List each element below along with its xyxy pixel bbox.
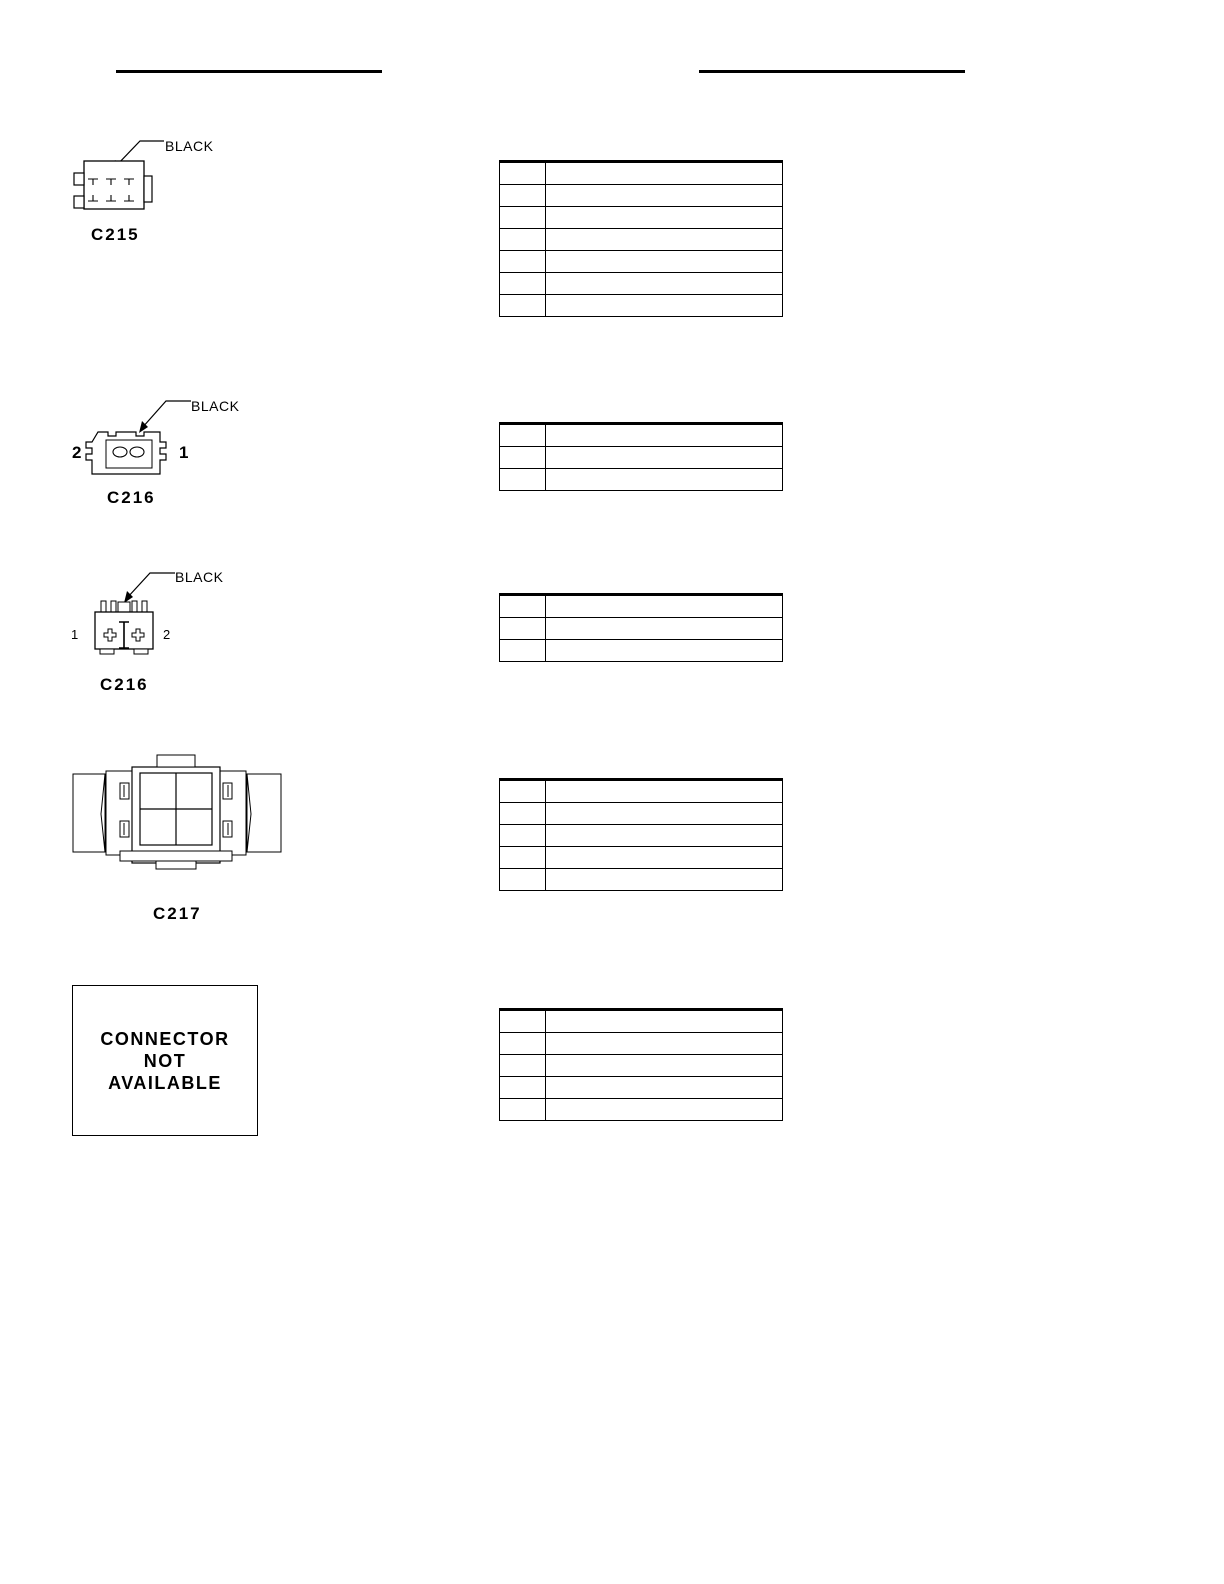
table-row [500,295,783,317]
pin-cell [500,1077,546,1099]
pin-cell [500,185,546,207]
pinout-table-c215 [499,160,783,317]
pin-cell [500,295,546,317]
connector-c215-label: C215 [91,225,140,244]
table-row [500,1077,783,1099]
connector-not-available-text: CONNECTOR NOT AVAILABLE [100,1028,230,1093]
pin-cell [500,595,546,618]
table-row [500,251,783,273]
circuit-cell [546,251,783,273]
table-row [500,207,783,229]
table-row [500,447,783,469]
circuit-cell [546,640,783,662]
table-row [500,162,783,185]
connector-c216-b-color-label: BLACK [175,569,224,585]
pin-cell [500,424,546,447]
table-row [500,869,783,891]
pin-cell [500,251,546,273]
connector-c215-color-label: BLACK [165,138,214,154]
circuit-cell [546,1055,783,1077]
pin-cell [500,618,546,640]
pinout-table-not-available [499,1008,783,1121]
circuit-cell [546,207,783,229]
left-header-rule [116,70,382,73]
pin-cell [500,273,546,295]
table-row [500,1010,783,1033]
pinout-table-c216-b [499,593,783,662]
circuit-cell [546,618,783,640]
circuit-cell [546,1099,783,1121]
connector-c215-diagram [60,130,240,250]
pin-cell [500,825,546,847]
circuit-cell [546,162,783,185]
connector-c216-diagram-b [60,562,250,702]
pin-cell [500,1010,546,1033]
right-header-rule [699,70,965,73]
circuit-cell [546,803,783,825]
connector-c217-diagram [60,745,290,930]
connector-c216-a-color-label: BLACK [191,398,240,414]
pin-cell [500,469,546,491]
circuit-cell [546,595,783,618]
pin-cell [500,1099,546,1121]
table-row [500,825,783,847]
pin-cell [500,229,546,251]
pin-cell [500,447,546,469]
table-row [500,847,783,869]
connector-c216-b-pin-left: 1 [71,627,79,642]
table-row [500,469,783,491]
table-row [500,1055,783,1077]
circuit-cell [546,185,783,207]
table-row [500,1033,783,1055]
pinout-table-c217 [499,778,783,891]
circuit-cell [546,295,783,317]
pin-cell [500,1055,546,1077]
table-row [500,640,783,662]
connector-c216-a-pin-left: 2 [72,443,82,462]
connector-c216-a-label: C216 [107,488,156,507]
circuit-cell [546,1033,783,1055]
circuit-cell [546,273,783,295]
circuit-cell [546,229,783,251]
circuit-cell [546,424,783,447]
pin-cell [500,162,546,185]
pin-cell [500,1033,546,1055]
pin-cell [500,869,546,891]
circuit-cell [546,1010,783,1033]
circuit-cell [546,780,783,803]
pinout-table-c216-a [499,422,783,491]
circuit-cell [546,847,783,869]
circuit-cell [546,869,783,891]
connector-c216-b-label: C216 [100,675,149,694]
circuit-cell [546,447,783,469]
pin-cell [500,780,546,803]
table-row [500,803,783,825]
pin-cell [500,640,546,662]
connector-not-available-box [72,985,258,1136]
table-row [500,273,783,295]
connector-c216-a-pin-right: 1 [179,443,189,462]
pin-cell [500,847,546,869]
table-row [500,618,783,640]
circuit-cell [546,469,783,491]
circuit-cell [546,1077,783,1099]
table-row [500,229,783,251]
circuit-cell [546,825,783,847]
table-row [500,185,783,207]
table-row [500,595,783,618]
table-row [500,1099,783,1121]
table-row [500,424,783,447]
pin-cell [500,803,546,825]
connector-c216-diagram-a [60,390,250,515]
connector-c217-label: C217 [153,904,202,923]
connector-c216-b-pin-right: 2 [163,627,171,642]
pin-cell [500,207,546,229]
table-row [500,780,783,803]
